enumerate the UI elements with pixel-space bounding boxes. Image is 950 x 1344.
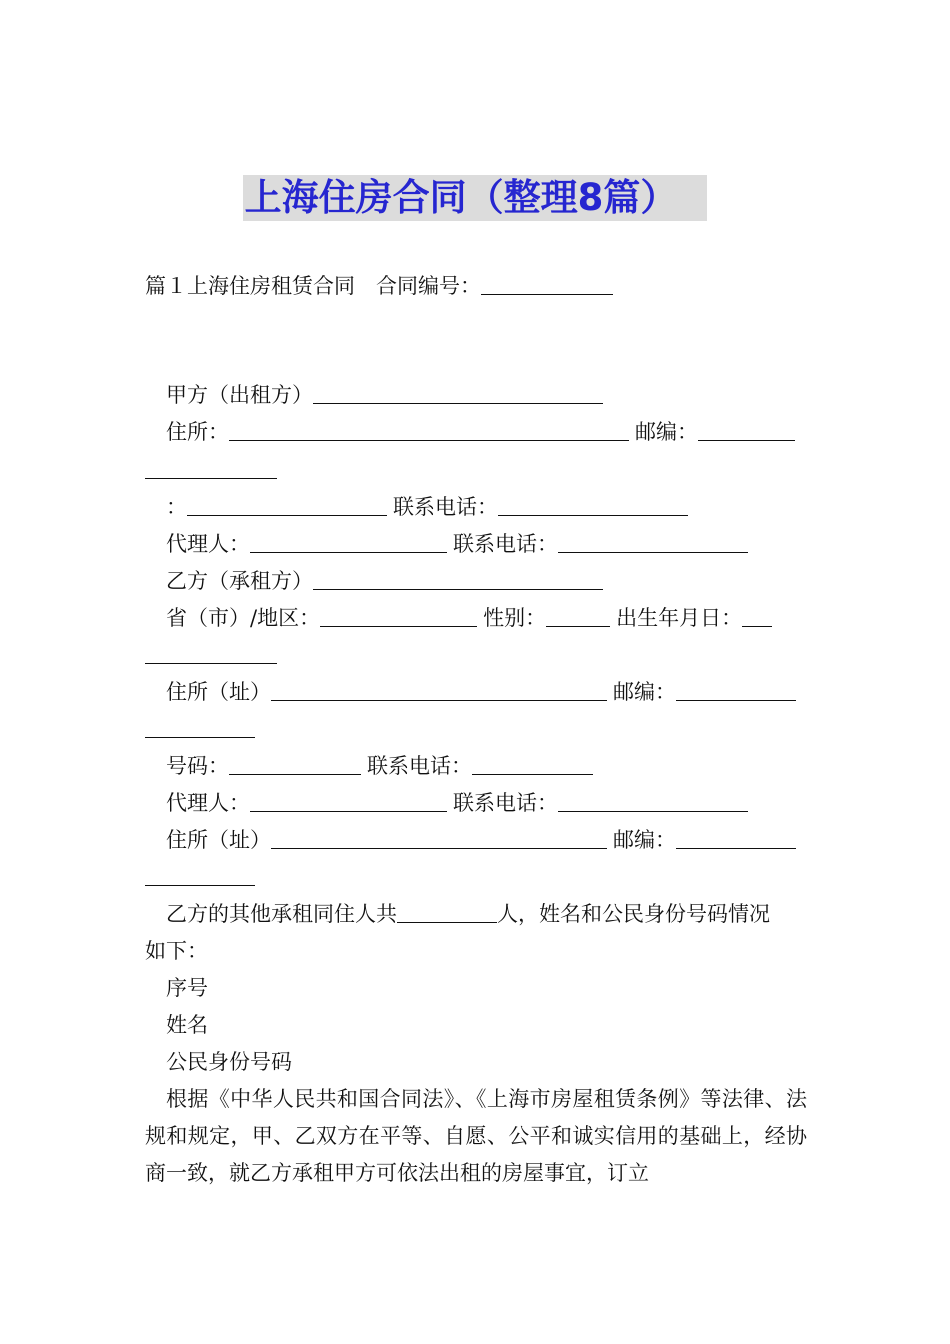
contract-number-label: 篇１上海住房租赁合同 合同编号： [145, 274, 481, 298]
cohabitants-text-line2: 如下： [145, 939, 208, 963]
title-wrap [0, 175, 950, 221]
party-b-agent-postcode-wrap [145, 862, 255, 892]
party-b-label: 乙方（承租方） [166, 569, 313, 593]
party-b-number-blank [229, 754, 361, 775]
party-b-postcode-blank [676, 680, 796, 701]
party-a-line [145, 380, 603, 410]
party-b-region-label: 省（市）/地区： [166, 606, 321, 630]
party-b-gender-blank [546, 606, 610, 627]
party-b-phone-label: 联系电话： [367, 754, 472, 778]
party-b-line [145, 566, 603, 596]
party-a-postcode-blank-cont [145, 458, 277, 479]
party-a-label: 甲方（出租方） [166, 383, 313, 407]
header-number-text: 序号 [166, 976, 208, 1000]
cohabitants-line2 [145, 936, 208, 966]
basis-paragraph: 根据《中华人民共和国合同法》、《上海市房屋租赁条例》等法律、法规和规定，甲、乙双方在平等、自愿、公平和诚实信用的基础上，经协商一致，就乙方承租甲方可依法出租的房屋事宜，订立 [145, 1087, 807, 1185]
party-a-agent-blank [250, 532, 447, 553]
party-b-agent-postcode-blank [676, 828, 796, 849]
document-title: 上海住房合同（整理8篇） [243, 175, 708, 221]
party-b-number-line [145, 751, 593, 781]
party-b-birth-wrap [145, 640, 277, 670]
party-b-region-blank [320, 606, 477, 627]
party-a-id-blank [187, 495, 387, 516]
party-b-agent-phone-label: 联系电话： [453, 791, 558, 815]
party-a-postcode-wrap [145, 455, 277, 485]
party-a-id-line [145, 492, 688, 522]
party-a-postcode-label: 邮编： [635, 420, 698, 444]
party-b-postcode-blank-cont [145, 717, 255, 738]
party-a-agent-phone-blank [558, 532, 748, 553]
party-b-birth-blank [742, 606, 772, 627]
party-a-phone-label: 联系电话： [393, 495, 498, 519]
party-a-agent-label: 代理人： [166, 532, 250, 556]
table-header-number [145, 973, 208, 1003]
party-a-address-line [145, 417, 795, 447]
party-b-region-line [145, 603, 772, 633]
party-b-agent-address-line [145, 825, 796, 855]
party-b-phone-blank [472, 754, 593, 775]
party-b-blank [313, 569, 603, 590]
party-a-agent-line [145, 529, 748, 559]
party-a-address-blank [229, 420, 629, 441]
header-line [145, 271, 613, 301]
party-b-postcode-wrap [145, 714, 255, 744]
cohabitants-line [145, 899, 770, 929]
party-b-agent-address-blank [271, 828, 607, 849]
party-b-agent-address-label: 住所（址） [166, 828, 271, 852]
party-b-agent-label: 代理人： [166, 791, 250, 815]
party-b-agent-phone-blank [558, 791, 748, 812]
party-b-agent-line [145, 788, 748, 818]
cohabitants-text-after: 人，姓名和公民身份号码情况 [497, 902, 770, 926]
party-b-address-blank [271, 680, 607, 701]
party-a-agent-phone-label: 联系电话： [453, 532, 558, 556]
contract-number-blank [481, 274, 613, 295]
party-a-phone-blank [498, 495, 688, 516]
party-a-blank [313, 383, 603, 404]
party-b-agent-postcode-label: 邮编： [613, 828, 676, 852]
party-b-gender-label: 性别： [483, 606, 547, 630]
cohabitants-count-blank [397, 902, 497, 923]
party-a-address-label: 住所： [166, 420, 229, 444]
table-header-id [145, 1047, 292, 1077]
party-b-birth-blank-cont [145, 643, 277, 664]
party-b-agent-postcode-blank-cont [145, 865, 255, 886]
party-b-postcode-label: 邮编： [613, 680, 676, 704]
party-b-number-label: 号码： [166, 754, 229, 778]
table-header-name [145, 1010, 208, 1040]
party-a-id-prefix: ： [166, 495, 187, 519]
header-id-text: 公民身份号码 [166, 1050, 292, 1074]
party-a-postcode-blank [698, 420, 795, 441]
party-b-birth-label: 出生年月日： [616, 606, 743, 630]
party-b-agent-blank [250, 791, 447, 812]
cohabitants-text-before: 乙方的其他承租同住人共 [166, 902, 397, 926]
party-b-address-label: 住所（址） [166, 680, 271, 704]
party-b-address-line [145, 677, 796, 707]
header-name-text: 姓名 [166, 1013, 208, 1037]
